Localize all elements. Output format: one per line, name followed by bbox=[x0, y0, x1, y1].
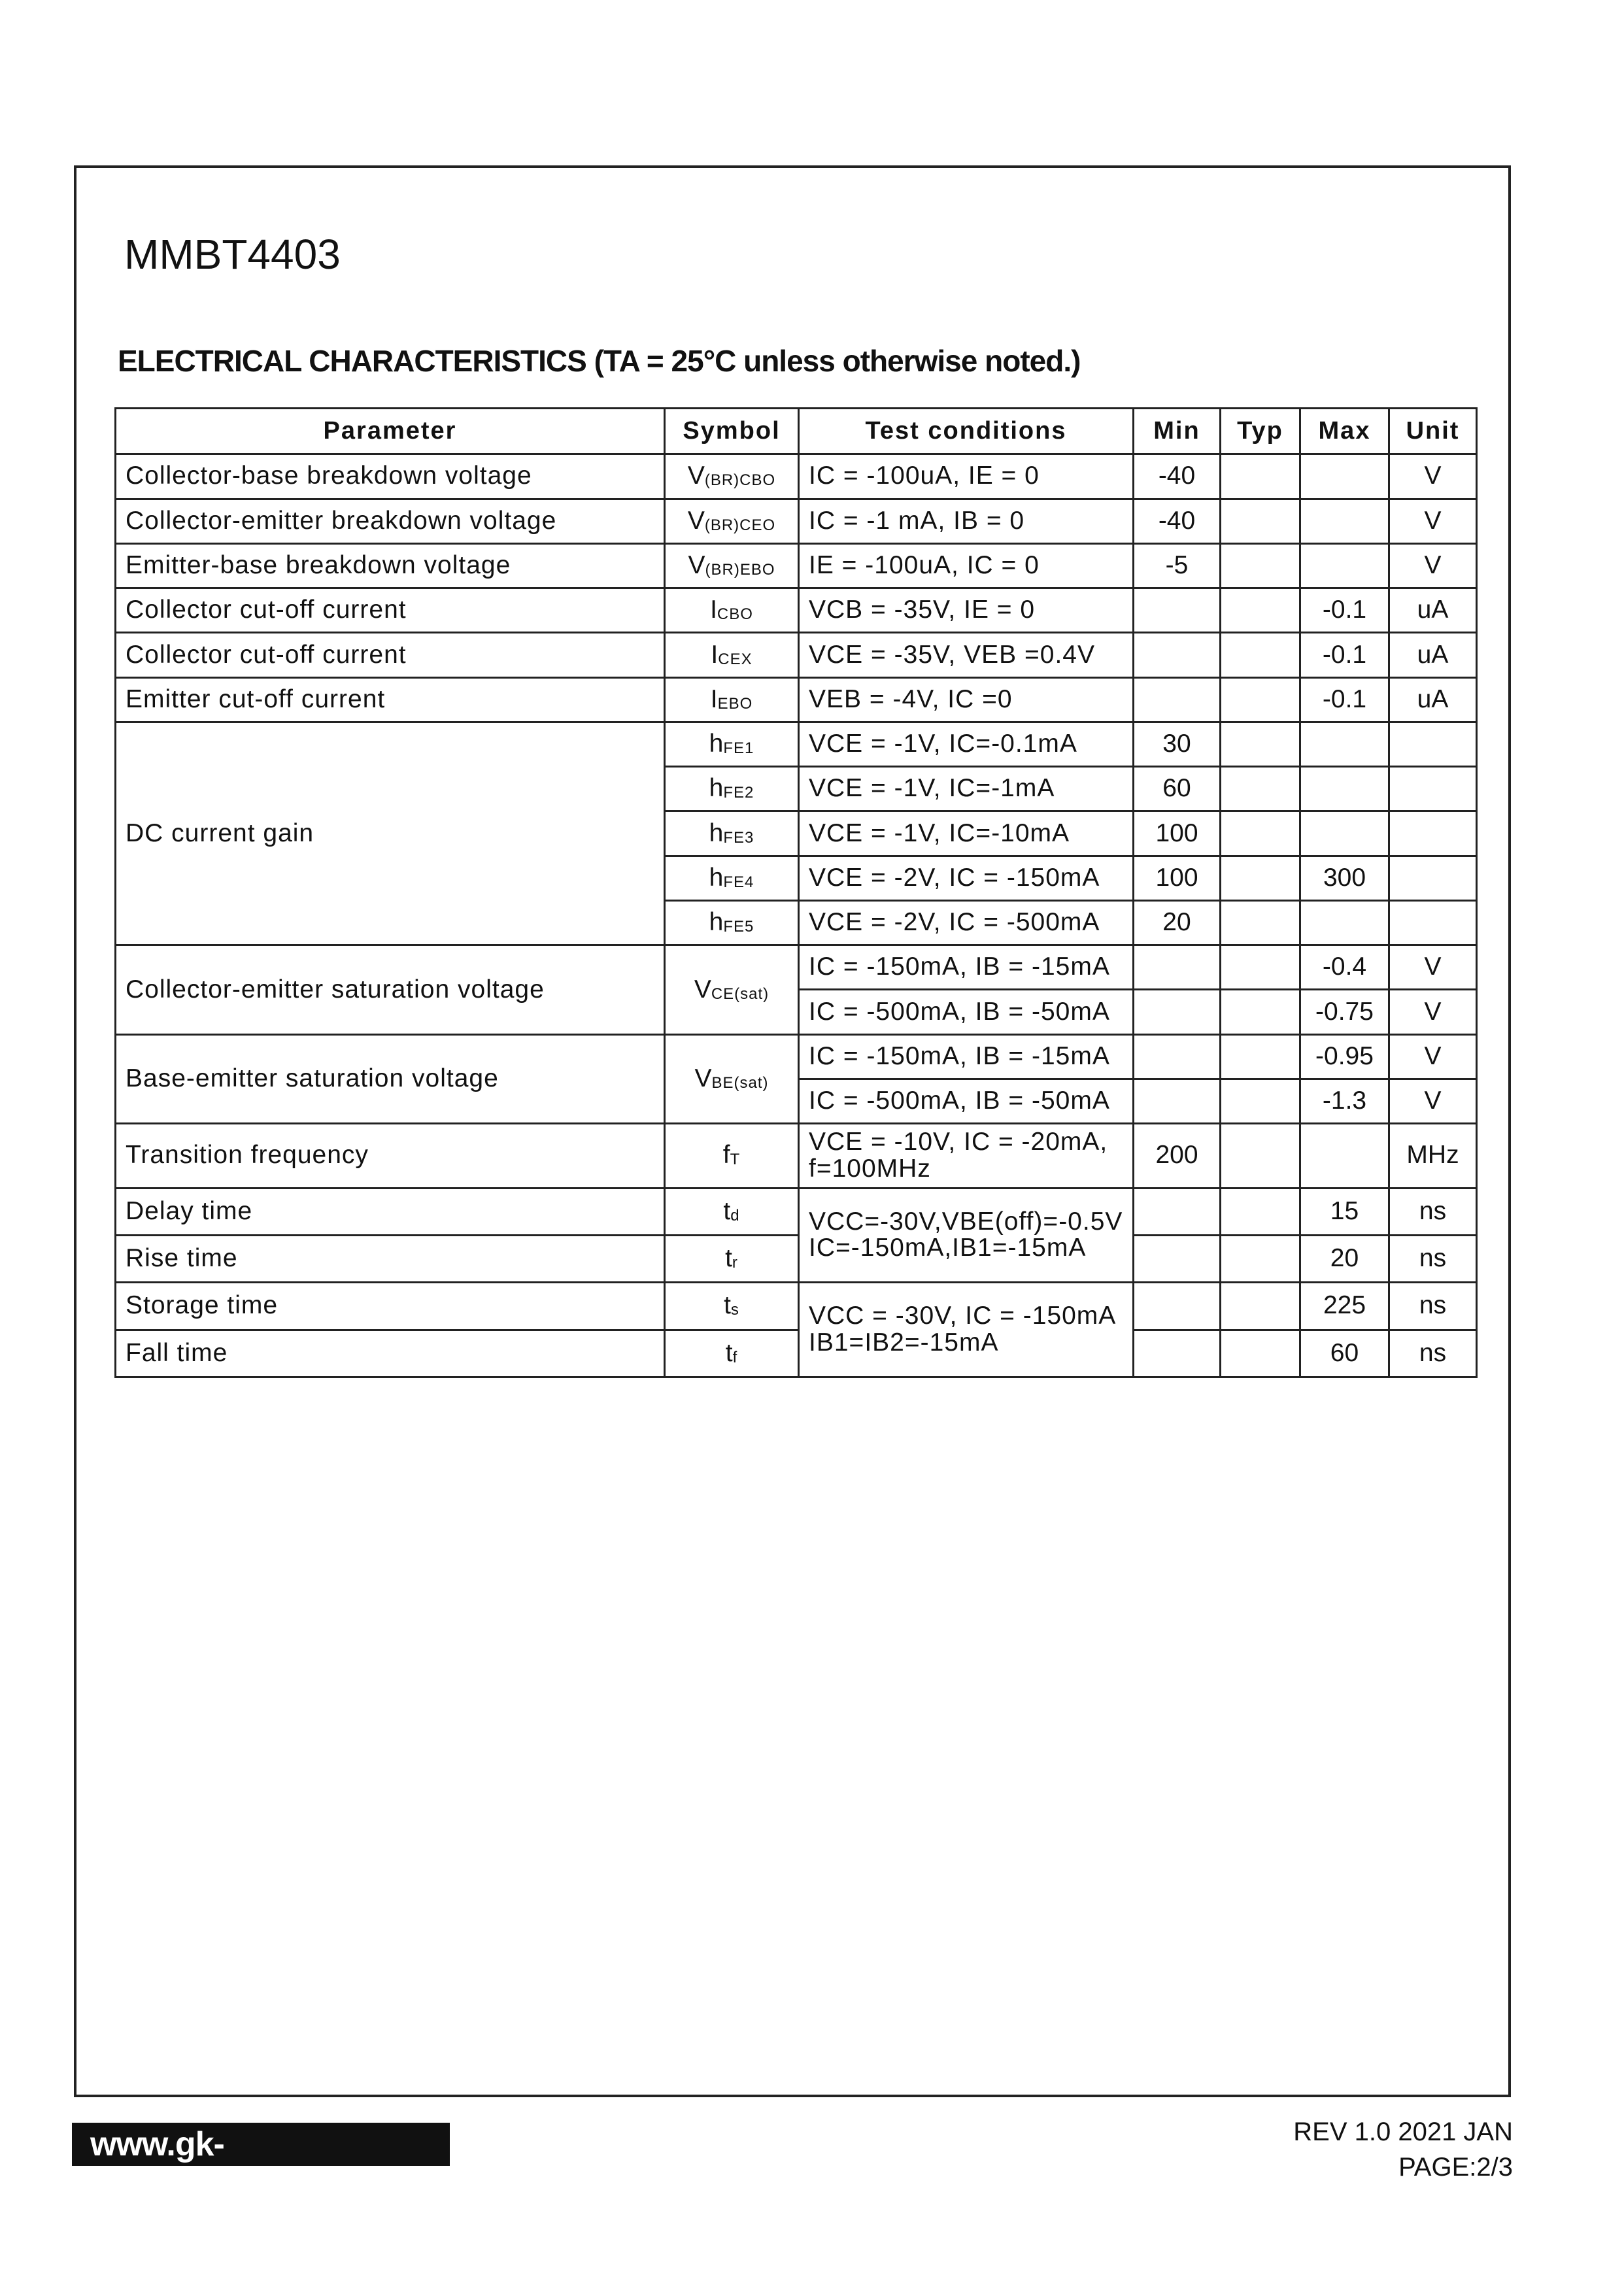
unit-cell: V bbox=[1389, 990, 1477, 1034]
min-cell bbox=[1134, 633, 1221, 677]
symbol-cell: $I_{EBO}$ bbox=[665, 677, 799, 722]
table-row bbox=[116, 722, 1477, 766]
unit-cell: ns bbox=[1389, 1235, 1477, 1282]
parameter-cell: Emitter cut-off current bbox=[116, 677, 665, 722]
symbol-cell: $t_d$ bbox=[665, 1188, 799, 1235]
symbol-cell: $h_{FE5}$ bbox=[665, 900, 799, 945]
table-row bbox=[116, 945, 1477, 990]
parameter-cell: Collector-emitter saturation voltage bbox=[116, 945, 665, 1035]
max-cell: 20 bbox=[1300, 1235, 1389, 1282]
header-max: Max bbox=[1300, 409, 1389, 454]
unit-cell: ns bbox=[1389, 1283, 1477, 1330]
page-number: PAGE:2/3 bbox=[1398, 2153, 1513, 2182]
conditions-cell: VCE = -1V, IC=-10mA bbox=[799, 811, 1134, 856]
typ-cell bbox=[1221, 1188, 1300, 1235]
max-cell bbox=[1300, 900, 1389, 945]
symbol-cell: $V_{(BR)EBO}$ bbox=[665, 543, 799, 588]
parameter-cell: DC current gain bbox=[116, 722, 665, 945]
unit-cell bbox=[1389, 767, 1477, 811]
unit-cell: V bbox=[1389, 499, 1477, 543]
parameter-cell: Collector-emitter breakdown voltage bbox=[116, 499, 665, 543]
max-cell: -0.95 bbox=[1300, 1034, 1389, 1079]
symbol-cell: $V_{(BR)CEO}$ bbox=[665, 499, 799, 543]
unit-cell: ns bbox=[1389, 1188, 1477, 1235]
typ-cell bbox=[1221, 900, 1300, 945]
table-row bbox=[116, 1330, 1477, 1377]
typ-cell bbox=[1221, 1235, 1300, 1282]
max-cell: -0.75 bbox=[1300, 990, 1389, 1034]
table-header-row bbox=[116, 409, 1477, 454]
min-cell: -40 bbox=[1134, 499, 1221, 543]
min-cell bbox=[1134, 1079, 1221, 1124]
revision-block bbox=[1293, 2114, 1513, 2185]
conditions-cell: VCE = -1V, IC=-1mA bbox=[799, 767, 1134, 811]
conditions-cell: VCC=-30V,VBE(off)=-0.5V IC=-150mA,IB1=-15mA bbox=[799, 1188, 1134, 1283]
typ-cell bbox=[1221, 677, 1300, 722]
max-cell bbox=[1300, 499, 1389, 543]
parameter-cell: Base-emitter saturation voltage bbox=[116, 1034, 665, 1124]
min-cell bbox=[1134, 990, 1221, 1034]
symbol-cell: $t_r$ bbox=[665, 1235, 799, 1282]
min-cell bbox=[1134, 588, 1221, 633]
unit-cell: V bbox=[1389, 945, 1477, 990]
max-cell: -0.1 bbox=[1300, 588, 1389, 633]
unit-cell: uA bbox=[1389, 677, 1477, 722]
parameter-cell: Fall time bbox=[116, 1330, 665, 1377]
table-row bbox=[116, 1188, 1477, 1235]
max-cell bbox=[1300, 767, 1389, 811]
symbol-cell: $I_{CEX}$ bbox=[665, 633, 799, 677]
symbol-cell: $h_{FE3}$ bbox=[665, 811, 799, 856]
max-cell: -1.3 bbox=[1300, 1079, 1389, 1124]
typ-cell bbox=[1221, 1124, 1300, 1188]
max-cell: 225 bbox=[1300, 1283, 1389, 1330]
revision-text: REV 1.0 2021 JAN bbox=[1293, 2117, 1513, 2146]
typ-cell bbox=[1221, 1034, 1300, 1079]
header-unit: Unit bbox=[1389, 409, 1477, 454]
part-number-title: MMBT4403 bbox=[124, 231, 341, 278]
table-row bbox=[116, 1124, 1477, 1188]
unit-cell: MHz bbox=[1389, 1124, 1477, 1188]
header-parameter: Parameter bbox=[116, 409, 665, 454]
table-row bbox=[116, 499, 1477, 543]
typ-cell bbox=[1221, 811, 1300, 856]
conditions-cell: VCE = -10V, IC = -20mA, f=100MHz bbox=[799, 1124, 1134, 1188]
conditions-cell: IC = -500mA, IB = -50mA bbox=[799, 1079, 1134, 1124]
max-cell bbox=[1300, 543, 1389, 588]
typ-cell bbox=[1221, 454, 1300, 499]
typ-cell bbox=[1221, 1079, 1300, 1124]
symbol-cell: $V_{CE(sat)}$ bbox=[665, 945, 799, 1035]
table-row bbox=[116, 1034, 1477, 1079]
min-cell: 200 bbox=[1134, 1124, 1221, 1188]
typ-cell bbox=[1221, 1283, 1300, 1330]
parameter-cell: Rise time bbox=[116, 1235, 665, 1282]
table-row bbox=[116, 633, 1477, 677]
min-cell bbox=[1134, 1188, 1221, 1235]
electrical-characteristics-table bbox=[114, 407, 1478, 1378]
conditions-cell: VCE = -2V, IC = -150mA bbox=[799, 856, 1134, 900]
min-cell bbox=[1134, 1235, 1221, 1282]
symbol-cell: $t_s$ bbox=[665, 1283, 799, 1330]
parameter-cell: Storage time bbox=[116, 1283, 665, 1330]
website-banner: www.gk-goodwork.com. bbox=[72, 2123, 450, 2166]
symbol-cell: $h_{FE4}$ bbox=[665, 856, 799, 900]
header-symbol: Symbol bbox=[665, 409, 799, 454]
unit-cell bbox=[1389, 722, 1477, 766]
table-row bbox=[116, 454, 1477, 499]
conditions-cell: VCE = -35V, VEB =0.4V bbox=[799, 633, 1134, 677]
section-title: ELECTRICAL CHARACTERISTICS (TA = 25°C unless otherwise noted.) bbox=[118, 344, 1081, 378]
typ-cell bbox=[1221, 499, 1300, 543]
conditions-cell: IE = -100uA, IC = 0 bbox=[799, 543, 1134, 588]
min-cell bbox=[1134, 1330, 1221, 1377]
conditions-cell: IC = -100uA, IE = 0 bbox=[799, 454, 1134, 499]
table-row bbox=[116, 543, 1477, 588]
conditions-cell: VCB = -35V, IE = 0 bbox=[799, 588, 1134, 633]
conditions-cell: VEB = -4V, IC =0 bbox=[799, 677, 1134, 722]
conditions-cell: IC = -1 mA, IB = 0 bbox=[799, 499, 1134, 543]
max-cell bbox=[1300, 454, 1389, 499]
conditions-cell: IC = -150mA, IB = -15mA bbox=[799, 1034, 1134, 1079]
max-cell: 15 bbox=[1300, 1188, 1389, 1235]
max-cell: -0.1 bbox=[1300, 633, 1389, 677]
parameter-cell: Transition frequency bbox=[116, 1124, 665, 1188]
min-cell: 30 bbox=[1134, 722, 1221, 766]
min-cell: 20 bbox=[1134, 900, 1221, 945]
parameter-cell: Collector cut-off current bbox=[116, 633, 665, 677]
typ-cell bbox=[1221, 767, 1300, 811]
min-cell: 100 bbox=[1134, 811, 1221, 856]
parameter-cell: Delay time bbox=[116, 1188, 665, 1235]
unit-cell: uA bbox=[1389, 633, 1477, 677]
unit-cell bbox=[1389, 856, 1477, 900]
typ-cell bbox=[1221, 722, 1300, 766]
table-row bbox=[116, 588, 1477, 633]
symbol-cell: $h_{FE2}$ bbox=[665, 767, 799, 811]
symbol-cell: $h_{FE1}$ bbox=[665, 722, 799, 766]
min-cell: 100 bbox=[1134, 856, 1221, 900]
unit-cell: ns bbox=[1389, 1330, 1477, 1377]
min-cell: 60 bbox=[1134, 767, 1221, 811]
unit-cell: V bbox=[1389, 1079, 1477, 1124]
conditions-cell: VCC = -30V, IC = -150mA IB1=IB2=-15mA bbox=[799, 1283, 1134, 1377]
max-cell: 60 bbox=[1300, 1330, 1389, 1377]
typ-cell bbox=[1221, 633, 1300, 677]
min-cell: -40 bbox=[1134, 454, 1221, 499]
symbol-cell: $f_T$ bbox=[665, 1124, 799, 1188]
header-min: Min bbox=[1134, 409, 1221, 454]
table-row bbox=[116, 1283, 1477, 1330]
parameter-cell: Collector-base breakdown voltage bbox=[116, 454, 665, 499]
max-cell bbox=[1300, 811, 1389, 856]
max-cell: -0.4 bbox=[1300, 945, 1389, 990]
min-cell bbox=[1134, 945, 1221, 990]
symbol-cell: $V_{(BR)CBO}$ bbox=[665, 454, 799, 499]
unit-cell: uA bbox=[1389, 588, 1477, 633]
typ-cell bbox=[1221, 543, 1300, 588]
min-cell bbox=[1134, 1034, 1221, 1079]
parameter-cell: Collector cut-off current bbox=[116, 588, 665, 633]
table-row bbox=[116, 677, 1477, 722]
conditions-cell: VCE = -1V, IC=-0.1mA bbox=[799, 722, 1134, 766]
min-cell: -5 bbox=[1134, 543, 1221, 588]
max-cell: 300 bbox=[1300, 856, 1389, 900]
symbol-cell: $V_{BE(sat)}$ bbox=[665, 1034, 799, 1124]
typ-cell bbox=[1221, 588, 1300, 633]
unit-cell: V bbox=[1389, 454, 1477, 499]
typ-cell bbox=[1221, 1330, 1300, 1377]
typ-cell bbox=[1221, 990, 1300, 1034]
unit-cell: V bbox=[1389, 1034, 1477, 1079]
symbol-cell: $I_{CBO}$ bbox=[665, 588, 799, 633]
max-cell: -0.1 bbox=[1300, 677, 1389, 722]
symbol-cell: $t_f$ bbox=[665, 1330, 799, 1377]
header-typ: Typ bbox=[1221, 409, 1300, 454]
conditions-cell: IC = -500mA, IB = -50mA bbox=[799, 990, 1134, 1034]
table-row bbox=[116, 1235, 1477, 1282]
parameter-cell: Emitter-base breakdown voltage bbox=[116, 543, 665, 588]
typ-cell bbox=[1221, 945, 1300, 990]
typ-cell bbox=[1221, 856, 1300, 900]
unit-cell bbox=[1389, 811, 1477, 856]
conditions-cell: VCE = -2V, IC = -500mA bbox=[799, 900, 1134, 945]
min-cell bbox=[1134, 1283, 1221, 1330]
max-cell bbox=[1300, 1124, 1389, 1188]
conditions-cell: IC = -150mA, IB = -15mA bbox=[799, 945, 1134, 990]
min-cell bbox=[1134, 677, 1221, 722]
max-cell bbox=[1300, 722, 1389, 766]
header-conditions: Test conditions bbox=[799, 409, 1134, 454]
unit-cell: V bbox=[1389, 543, 1477, 588]
unit-cell bbox=[1389, 900, 1477, 945]
